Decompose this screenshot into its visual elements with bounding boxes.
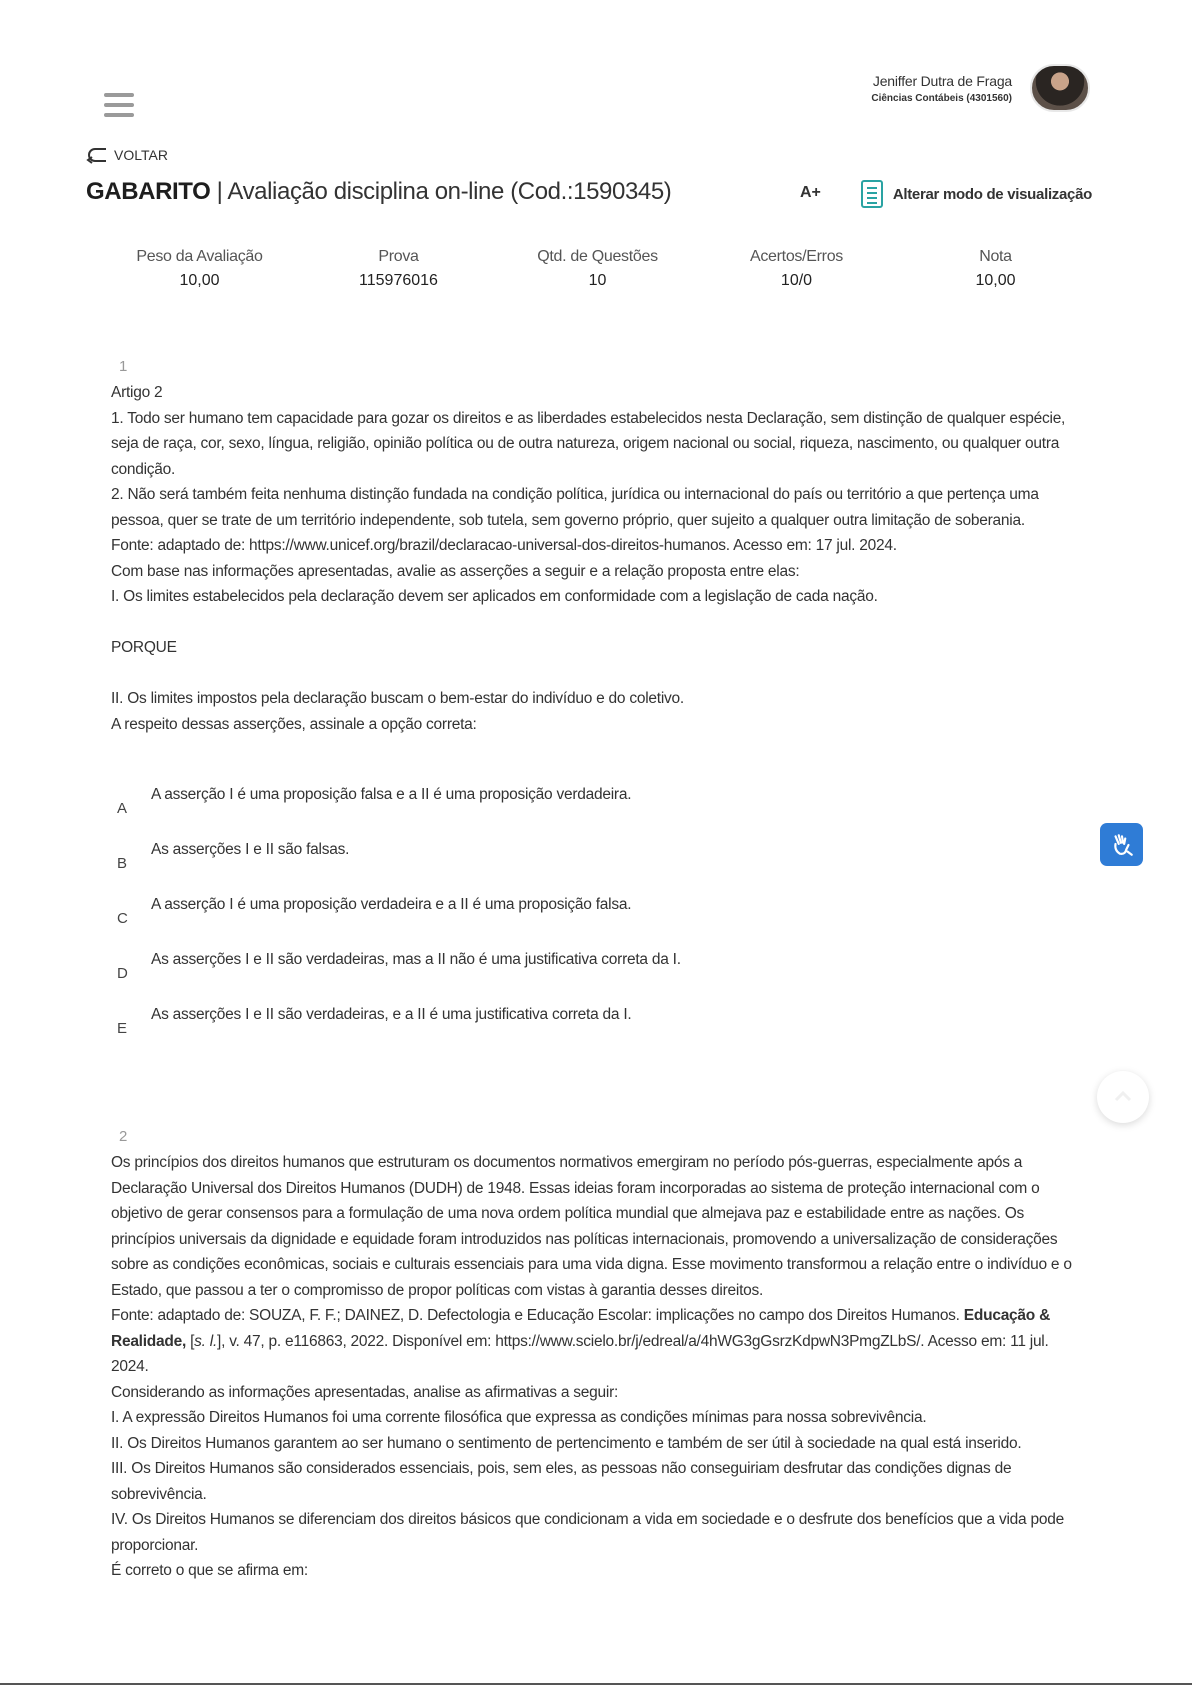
question-number: 1 (119, 358, 128, 375)
statement-2: II. Os Direitos Humanos garantem ao ser humano o sentimento de pertencimento e também de ser útil à sociedade na qual está inserido. (111, 1434, 1022, 1452)
question-2-text (111, 1150, 1087, 1584)
stat-label: Peso da Avaliação (136, 248, 263, 265)
source-italic: s. l. (194, 1332, 218, 1350)
option-c[interactable] (111, 896, 1087, 951)
chevron-up-icon (1111, 1085, 1135, 1109)
option-letter: B (117, 855, 128, 872)
stat-question-count (498, 248, 697, 290)
option-text: A asserção I é uma proposição falsa e a II é uma proposição verdadeira. (151, 786, 632, 803)
back-label: VOLTAR (114, 147, 168, 163)
question-intro: Os princípios dos direitos humanos que estruturam os documentos normativos emergiram no período pós-guerras, especialmente após a Declaração Universal dos Direitos Humanos (DUDH) de 1948. Essas ideias foram incorporadas ao sistema de proteção internacional com o objetivo de gerar consensos para a formulação de uma nova ordem política mundial que almejava paz e estabilidade entre as nações. Os princípios universais da dignidade e equidade foram introduzidos nas políticas internacionais, promovendo a universalização de considerações sobre as condições econômicas, sociais e culturais essenciais para uma vida digna. Esse movimento transformou a relação entre o indivíduo e o Estado, que passou a ter o compromisso de propor políticas com vistas à garantia desses direitos. (111, 1154, 1072, 1299)
sign-language-hands-icon[interactable] (1100, 823, 1143, 866)
statement-3: III. Os Direitos Humanos são considerados essenciais, pois, sem eles, as pessoas não conseguiriam desfrutar das condições dignas de sobrevivência. (111, 1460, 1012, 1503)
user-course: Ciências Contábeis (4301560) (871, 92, 1012, 104)
option-text: A asserção I é uma proposição verdadeira e a II é uma proposição falsa. (151, 896, 632, 913)
title-rest: | Avaliação disciplina on-line (Cod.:1590345) (210, 178, 672, 205)
option-letter: C (117, 910, 128, 927)
stat-value: 10/0 (780, 272, 813, 289)
view-mode-button[interactable] (861, 180, 1092, 208)
option-a[interactable] (111, 786, 1087, 841)
stat-label: Prova (378, 248, 419, 265)
title-row (86, 178, 1096, 212)
stat-value: 10,00 (975, 272, 1016, 289)
font-increase-button[interactable]: A+ (800, 184, 821, 201)
statement-4: IV. Os Direitos Humanos se diferenciam dos direitos básicos que condicionam a vida em sociedade e o desfrute dos benefícios que a vida pode proporcionar. (111, 1511, 1064, 1554)
option-letter: A (117, 800, 128, 817)
stat-value: 10,00 (179, 272, 220, 289)
user-profile[interactable] (871, 64, 1090, 112)
question-line: Considerando as informações apresentadas, analise as afirmativas a seguir: (111, 1383, 619, 1401)
option-letter: D (117, 965, 128, 982)
back-button[interactable] (86, 145, 168, 165)
question-line: Com base nas informações apresentadas, avalie as asserções a seguir e a relação proposta entre elas: (111, 562, 800, 580)
answer-options (111, 786, 1087, 1061)
avatar[interactable] (1030, 64, 1090, 112)
stat-hits-misses (697, 248, 896, 290)
stat-label: Acertos/Erros (749, 248, 843, 265)
question-source (111, 1303, 1087, 1380)
return-arrow-icon (86, 145, 110, 165)
option-letter: E (117, 1020, 128, 1037)
scroll-top-button[interactable] (1097, 1071, 1149, 1123)
user-info (871, 73, 1012, 104)
question-line: Artigo 2 (111, 384, 163, 401)
option-d[interactable] (111, 951, 1087, 1006)
document-icon (861, 180, 883, 208)
assertion-1: I. Os limites estabelecidos pela declaração devem ser aplicados em conformidade com a legislação de cada nação. (111, 588, 878, 605)
question-prompt: É correto o que se afirma em: (111, 1562, 308, 1579)
option-e[interactable] (111, 1006, 1087, 1061)
question-prompt: A respeito dessas asserções, assinale a opção correta: (111, 715, 477, 733)
stat-grade (896, 248, 1095, 290)
source-part: ], v. 47, p. e116863, 2022. Disponível em: https://www.scielo.br/j/edreal/a/4hWG3gGsrzKdpwN3PmgZLbS/. Acesso em: 11 jul. 2024. (111, 1332, 1049, 1375)
stat-label: Qtd. de Questões (537, 248, 658, 265)
porque-label: PORQUE (111, 639, 177, 656)
menu-hamburger-icon[interactable] (104, 93, 134, 121)
view-mode-label: Alterar modo de visualização (892, 185, 1092, 203)
option-b[interactable] (111, 841, 1087, 896)
option-text: As asserções I e II são falsas. (151, 841, 350, 858)
question-line: 2. Não será também feita nenhuma distinção fundada na condição política, jurídica ou internacional do país ou território a que pertença uma pessoa, quer se trate de um território independente, sob tutela, sem governo próprio, quer sujeito a qualquer outra limitação de soberania. (111, 486, 1039, 529)
question-number: 2 (119, 1128, 128, 1145)
option-text: As asserções I e II são verdadeiras, mas a II não é uma justificativa correta da I. (151, 951, 681, 968)
question-line: 1. Todo ser humano tem capacidade para gozar os direitos e as liberdades estabelecidos nesta Declaração, sem distinção de qualquer espécie, seja de raça, cor, sexo, língua, religião, opinião política ou de outra natureza, origem nacional ou social, riqueza, nascimento, ou qualquer outra condição. (111, 409, 1066, 478)
source-journal: Educação & Realidade, (111, 1307, 1051, 1350)
question-1-text (111, 380, 1087, 737)
hands-glyph (1109, 832, 1135, 858)
source-part: Fonte: adaptado de: SOUZA, F. F.; DAINEZ, D. Defectologia e Educação Escolar: implicações no campo dos Direitos Humanos. (111, 1307, 964, 1324)
title-bold: GABARITO (86, 178, 211, 205)
option-text: As asserções I e II são verdadeiras, e a II é uma justificativa correta da I. (151, 1006, 632, 1023)
statement-1: I. A expressão Direitos Humanos foi uma corrente filosófica que expressa as condições mínimas para nossa sobrevivência. (111, 1409, 927, 1426)
question-source: Fonte: adaptado de: https://www.unicef.org/brazil/declaracao-universal-dos-direitos-humanos. Acesso em: 17 jul. 2024. (111, 537, 897, 554)
stat-weight (100, 248, 299, 290)
stat-label: Nota (979, 248, 1012, 265)
user-name: Jeniffer Dutra de Fraga (872, 72, 1012, 89)
assertion-2: II. Os limites impostos pela declaração buscam o bem-estar do indivíduo e do coletivo. (111, 690, 684, 707)
source-part: [ (186, 1332, 195, 1350)
stat-exam (299, 248, 498, 290)
stat-value: 10 (588, 272, 607, 289)
exam-stats (100, 248, 1100, 290)
stat-value: 115976016 (359, 272, 438, 289)
